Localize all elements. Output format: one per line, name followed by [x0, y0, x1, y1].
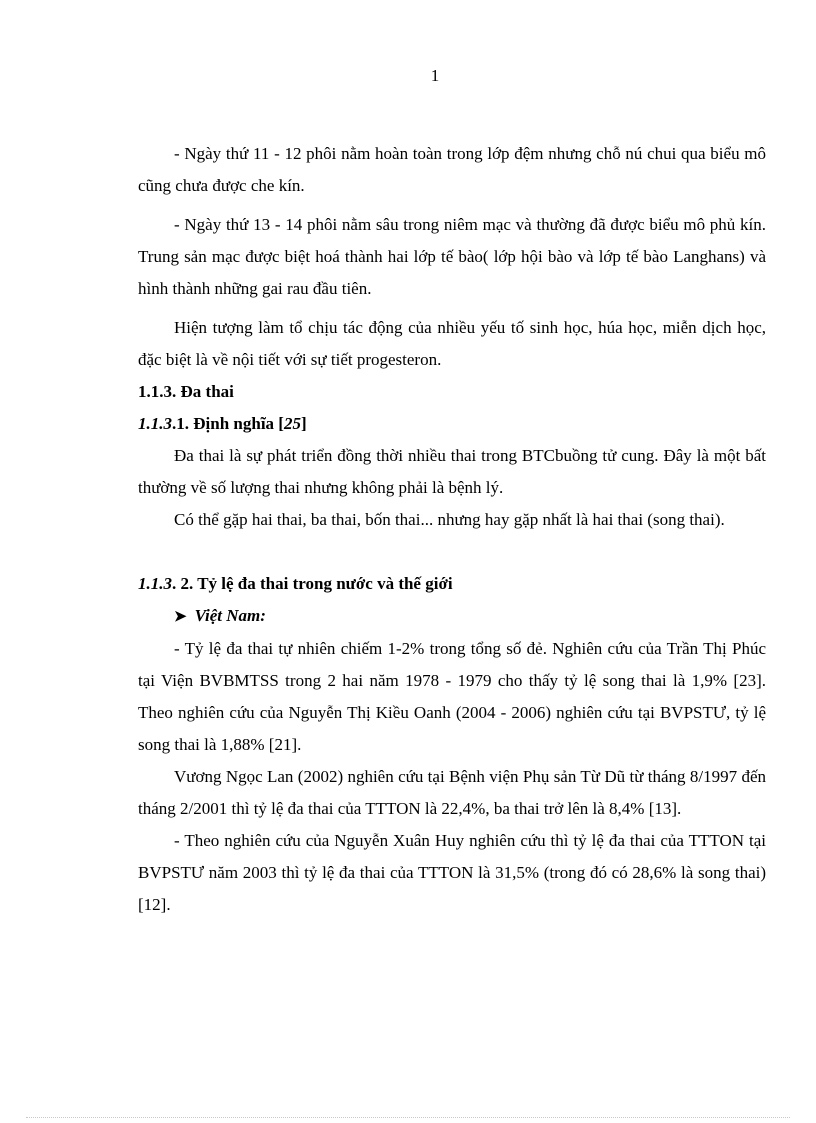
paragraph-day-11-12: - Ngày thứ 11 - 12 phôi nằm hoàn toàn trong lớp đệm nhưng chỗ nú chui qua biểu mô cũng chưa được che kín.: [138, 144, 766, 195]
subsection-reference: 25: [283, 414, 301, 433]
paragraph-types: Có thể gặp hai thai, ba thai, bốn thai... nhưng hay gặp nhất là hai thai (song thai).: [174, 510, 725, 529]
subsection-title: .1. Định nghĩa [: [172, 414, 284, 433]
paragraph-vuong-ngoc-lan: Vương Ngọc Lan (2002) nghiên cứu tại Bệnh viện Phụ sản Từ Dũ từ tháng 8/1997 đến tháng 2/2001 thì tỷ lệ đa thai của TTTON là 22,4%, ba thai trở lên là 8,4% [13].: [138, 767, 766, 818]
subsection-number: 1.1.3: [138, 574, 172, 593]
paragraph-definition: Đa thai là sự phát triển đồng thời nhiều thai trong BTCbuồng tử cung. Đây là một bất thường về số lượng thai nhưng không phải là bệnh lý.: [138, 446, 766, 497]
page-number: 1: [430, 66, 440, 85]
paragraph-natural-rate: - Tỷ lệ đa thai tự nhiên chiếm 1-2% trong tổng số đẻ. Nghiên cứu của Trần Thị Phúc tại Viện BVBMTSS trong 2 hai năm 1978 - 1979 cho thấy tỷ lệ song thai là 1,9% [23]. Theo nghiên cứu của Nguyễn Thị Kiều Oanh (2004 - 2006) nghiên cứu tại BVPSTƯ, tỷ lệ song thai là 1,88% [21].: [138, 639, 766, 754]
paragraph-implantation: Hiện tượng làm tổ chịu tác động của nhiều yếu tố sinh học, húa học, miễn dịch học, đặc biệt là về nội tiết với sự tiết progesteron.: [138, 318, 766, 369]
subsection-heading-rates: [138, 568, 766, 600]
page-bottom-divider: [26, 1117, 790, 1118]
arrow-bullet-icon: ➤: [174, 609, 187, 625]
bullet-vietnam: [138, 600, 766, 633]
subsection-number: 1.1.3: [138, 414, 172, 433]
section-heading-multiple-pregnancy: 1.1.3. Đa thai: [138, 382, 234, 401]
subsection-heading-definition: [138, 408, 766, 440]
subsection-bracket: ]: [300, 414, 307, 433]
paragraph-day-13-14: - Ngày thứ 13 - 14 phôi nằm sâu trong niêm mạc và thường đã được biểu mô phủ kín. Trung sản mạc được biệt hoá thành hai lớp tế bào( lớp hội bào và lớp tế bào Langhans) và hình thành những gai rau đầu tiên.: [138, 215, 766, 298]
subsection-title: . 2. Tỷ lệ đa thai trong nước và thế giới: [172, 574, 453, 593]
paragraph-nguyen-xuan-huy: - Theo nghiên cứu của Nguyễn Xuân Huy nghiên cứu thì tỷ lệ đa thai của TTTON tại BVPSTƯ năm 2003 thì tỷ lệ đa thai của TTTON là 31,5% (trong đó có 28,6% là song thai) [12].: [138, 831, 766, 914]
bullet-label: Việt Nam:: [194, 606, 266, 625]
document-body: [138, 138, 766, 921]
